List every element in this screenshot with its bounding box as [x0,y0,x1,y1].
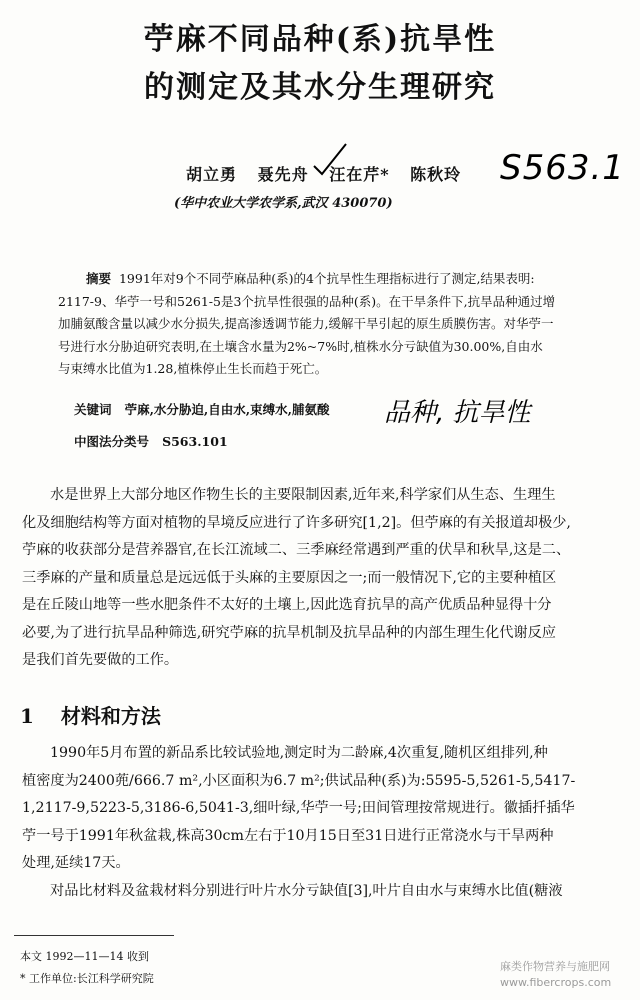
body-line: 是在丘陵山地等一些水肥条件不太好的土壤上,因此选育抗旱的高产优质品种显得十分 [22,597,552,613]
keywords-text: 苧麻,水分胁迫,自由水,束缚水,脯氨酸 [124,402,330,417]
body-line: 对品比材料及盆栽材料分别进行叶片水分亏缺值[3],叶片自由水与束缚水比值(糖液 [50,882,563,899]
handwritten-classification: S563.1 [500,148,625,188]
intro-paragraph [22,482,628,675]
abstract-line: 与束缚水比值为1.28,植株停止生长而趋于死亡。 [58,361,328,376]
abstract-line-1 [58,268,618,291]
handwritten-keywords: 品种, 抗旱性 [384,398,531,428]
classification-code: S563.101 [162,434,228,449]
body-line: 处理,延续17天。 [22,855,130,871]
author-name: 汪在芹* [329,165,390,184]
handwritten-check-mark [310,140,350,180]
body-line: 1,2117-9,5223-5,3186-6,5041-3,细叶绿,华苧一号;田间管理按常规进行。徽插扦插华 [22,800,575,816]
footnote-received: 本文 1992—11—14 收到 [20,950,149,963]
abstract-line: 号进行水分胁迫研究表明,在土壤含水量为2%~7%时,植株水分亏缺值为30.00%,自由水 [58,338,543,354]
body-line: 必要,为了进行抗旱品种筛选,研究苧麻的抗旱机制及抗旱品种的内部生理生化代谢反应 [22,624,556,641]
body-line: 水是世界上大部分地区作物生长的主要限制因素,近年来,科学家们从生态、生理生 [50,487,556,503]
methods-paragraph [22,740,628,905]
classification-label: 中图法分类号 [74,434,150,449]
author-name: 陈秋玲 [410,165,462,184]
watermark-text: 麻类作物营养与施肥网 [500,960,610,973]
author-name: 聂先舟 [257,165,309,184]
abstract-label: 摘要 [86,271,112,286]
title-line-1: 苧麻不同品种(系)抗旱性 [143,22,497,57]
affiliation: (华中农业大学农学系,武汉 430070) [174,196,393,211]
body-line: 苧麻的收获部分是营养器官,在长江流域二、三季麻经常遇到严重的伏旱和秋旱,这是二、 [22,542,571,558]
watermark-url: www.fibercrops.com [500,976,612,989]
section-title: 材料和方法 [60,704,161,728]
footnote-divider [14,935,174,936]
body-line: 植密度为2400蔸/666.7 m²,小区面积为6.7 m²;供试品种(系)为:5595-5,5261-5,5417- [22,772,576,789]
body-line: 三季麻的产量和质量总是远远低于头麻的主要原因之一;而一般情况下,它的主要种植区 [22,569,557,586]
keywords-label: 关键词 [74,402,112,417]
abstract-line: 加脯氨酸含量以减少水分损失,提高渗透调节能力,缓解干旱引起的原生质膜伤害。对华苧一 [58,316,554,331]
title-line-2: 的测定及其水分生理研究 [144,70,496,105]
body-line: 苧一号于1991年秋盆栽,株高30cm左右于10月15日至31日进行正常浇水与干旱两种 [22,827,554,844]
footnote-work-unit: * 工作单位:长江科学研究院 [20,972,154,985]
section-number: 1 [20,704,34,728]
author-name: 胡立勇 [186,165,238,184]
abstract [58,268,618,381]
classification [74,432,228,450]
body-line: 化及细胞结构等方面对植物的旱境反应进行了许多研究[1,2]。但苧麻的有关报道却极少, [22,514,571,531]
body-line: 是我们首先要做的工作。 [22,652,179,668]
keywords [74,400,330,418]
abstract-text: 1991年对9个不同苧麻品种(系)的4个抗旱性生理指标进行了测定,结果表明: [118,271,535,286]
body-line: 1990年5月布置的新品系比较试验地,测定时为二龄麻,4次重复,随机区组排列,种 [50,745,548,761]
section-heading [20,700,161,729]
abstract-line: 2117-9、华苧一号和5261-5是3个抗旱性很强的品种(系)。在干旱条件下,抗旱品种通过增 [58,293,556,309]
